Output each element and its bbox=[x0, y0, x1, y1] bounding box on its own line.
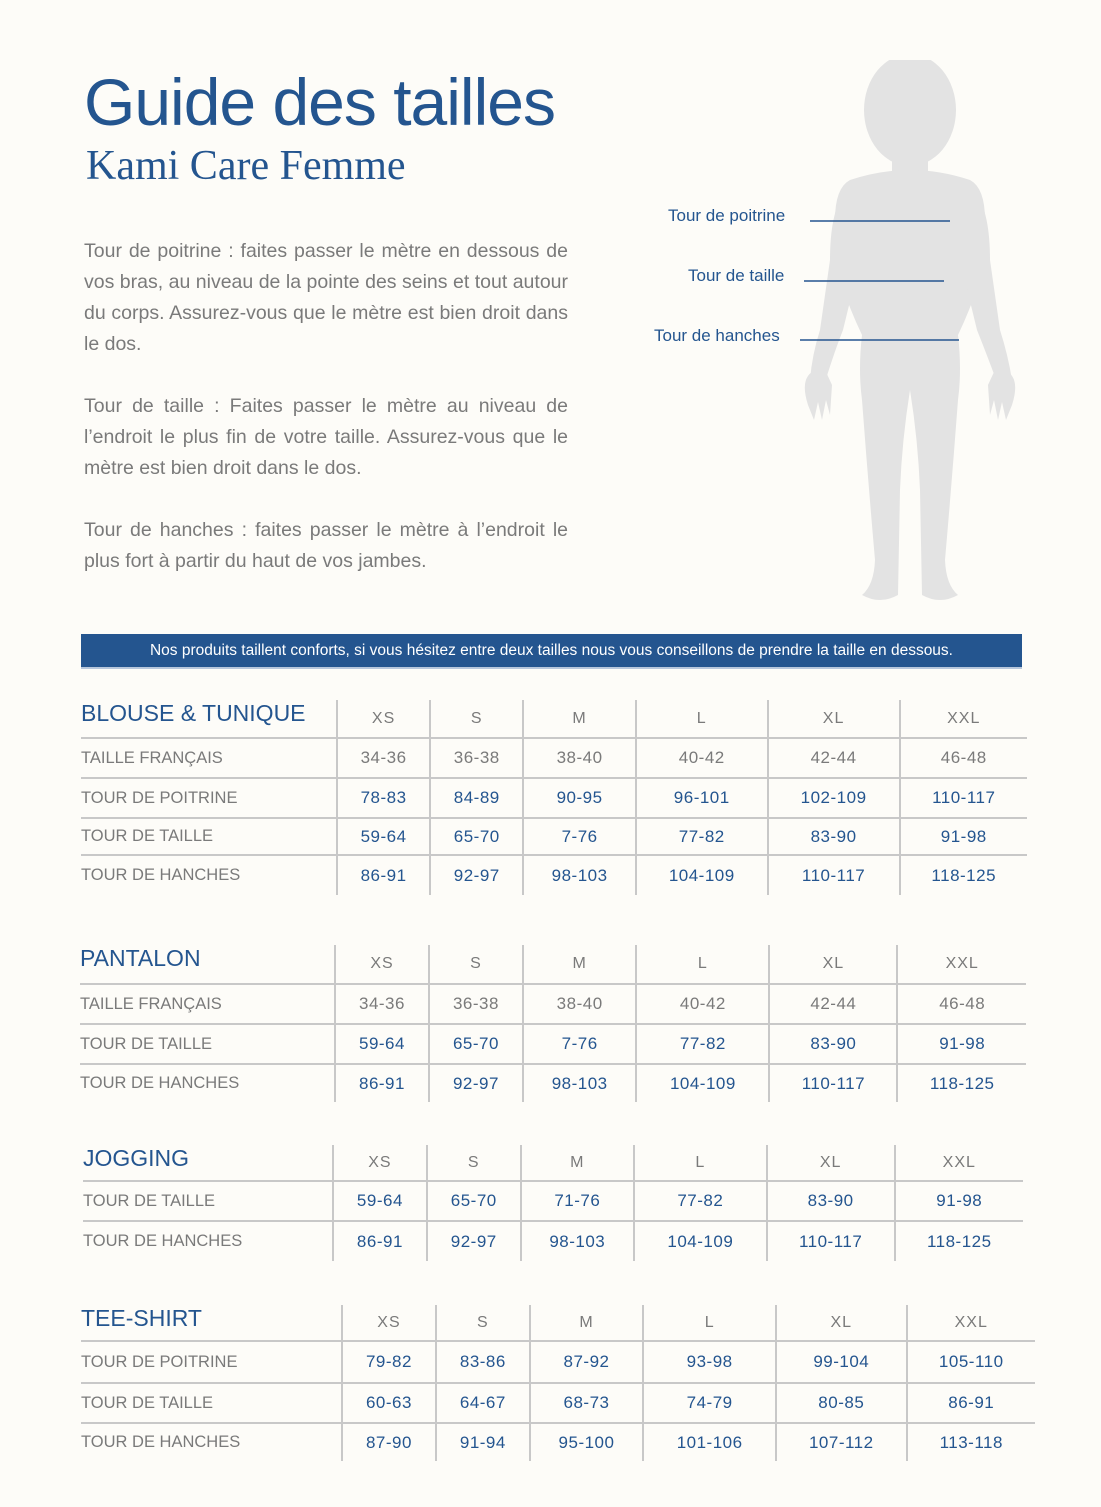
table-cell: 80-85 bbox=[776, 1383, 906, 1423]
size-header: XXL bbox=[895, 1145, 1023, 1181]
table-cell: 68-73 bbox=[530, 1383, 643, 1423]
table-cell: 118-125 bbox=[900, 855, 1028, 895]
size-table-pantalon bbox=[80, 945, 1026, 1102]
table-cell: 40-42 bbox=[636, 984, 769, 1024]
measurement-instructions bbox=[84, 236, 568, 608]
table-cell: 59-64 bbox=[337, 818, 430, 855]
table-row bbox=[83, 1181, 1023, 1221]
page-title: Guide des tailles bbox=[84, 65, 555, 139]
table-cell: 34-36 bbox=[337, 738, 430, 778]
size-header: XS bbox=[333, 1145, 427, 1181]
table-cell: 110-117 bbox=[767, 1221, 895, 1261]
table-row bbox=[80, 1064, 1026, 1102]
size-header: XXL bbox=[900, 700, 1028, 738]
table-cell: 7-76 bbox=[523, 818, 636, 855]
table-cell: 92-97 bbox=[430, 855, 523, 895]
table-cell: 118-125 bbox=[895, 1221, 1023, 1261]
table-cell: 38-40 bbox=[523, 984, 636, 1024]
table-row bbox=[81, 818, 1027, 855]
row-label: TAILLE FRANÇAIS bbox=[80, 984, 335, 1024]
size-table-blouse bbox=[81, 700, 1027, 895]
table-title: JOGGING bbox=[83, 1145, 190, 1171]
table-cell: 42-44 bbox=[769, 984, 897, 1024]
table-cell: 65-70 bbox=[427, 1181, 521, 1221]
table-cell: 90-95 bbox=[523, 778, 636, 818]
size-header: M bbox=[521, 1145, 634, 1181]
size-header: XXL bbox=[907, 1305, 1036, 1341]
table-cell: 79-82 bbox=[342, 1341, 436, 1383]
table-cell: 110-117 bbox=[900, 778, 1028, 818]
row-label: TOUR DE TAILLE bbox=[83, 1181, 333, 1221]
table-cell: 46-48 bbox=[897, 984, 1026, 1024]
body-measurement-figure bbox=[640, 60, 1060, 620]
table-cell: 104-109 bbox=[634, 1221, 767, 1261]
row-label: TOUR DE HANCHES bbox=[83, 1221, 333, 1261]
table-cell: 86-91 bbox=[333, 1221, 427, 1261]
table-cell: 107-112 bbox=[776, 1423, 906, 1461]
table-cell: 46-48 bbox=[900, 738, 1028, 778]
table-cell: 60-63 bbox=[342, 1383, 436, 1423]
table-cell: 92-97 bbox=[429, 1064, 523, 1102]
table-cell: 104-109 bbox=[636, 855, 768, 895]
size-header: XS bbox=[337, 700, 430, 738]
table-cell: 93-98 bbox=[643, 1341, 776, 1383]
table-cell: 59-64 bbox=[333, 1181, 427, 1221]
table-cell: 59-64 bbox=[335, 1024, 429, 1064]
table-cell: 92-97 bbox=[427, 1221, 521, 1261]
table-cell: 38-40 bbox=[523, 738, 636, 778]
size-header: S bbox=[429, 945, 523, 984]
size-header: S bbox=[436, 1305, 530, 1341]
table-row bbox=[80, 1024, 1026, 1064]
size-header: S bbox=[427, 1145, 521, 1181]
table-row bbox=[80, 984, 1026, 1024]
table-row bbox=[81, 738, 1027, 778]
table-title: TEE-SHIRT bbox=[81, 1305, 202, 1331]
table-cell: 101-106 bbox=[643, 1423, 776, 1461]
size-header: L bbox=[636, 945, 769, 984]
row-label: TOUR DE TAILLE bbox=[81, 1383, 342, 1423]
size-table-teeshirt bbox=[81, 1305, 1035, 1461]
table-cell: 87-90 bbox=[342, 1423, 436, 1461]
table-cell: 64-67 bbox=[436, 1383, 530, 1423]
table-cell: 105-110 bbox=[907, 1341, 1036, 1383]
row-label: TOUR DE POITRINE bbox=[81, 778, 337, 818]
size-header: L bbox=[643, 1305, 776, 1341]
table-cell: 113-118 bbox=[907, 1423, 1036, 1461]
size-header: M bbox=[530, 1305, 643, 1341]
table-cell: 83-90 bbox=[768, 818, 900, 855]
table-cell: 104-109 bbox=[636, 1064, 769, 1102]
table-title: BLOUSE & TUNIQUE bbox=[81, 700, 306, 726]
table-cell: 91-94 bbox=[436, 1423, 530, 1461]
table-cell: 98-103 bbox=[523, 855, 636, 895]
size-header: L bbox=[634, 1145, 767, 1181]
table-cell: 77-82 bbox=[636, 818, 768, 855]
table-row bbox=[81, 1423, 1035, 1461]
size-header: S bbox=[430, 700, 523, 738]
instruction-chest: Tour de poitrine : faites passer le mètre en dessous de vos bras, au niveau de la pointe des seins et tout autour du corps. Assurez-vous que le mètre est bien droit dans le dos. bbox=[84, 240, 568, 355]
label-chest: Tour de poitrine bbox=[668, 206, 786, 225]
table-cell: 110-117 bbox=[768, 855, 900, 895]
table-cell: 98-103 bbox=[521, 1221, 634, 1261]
size-header: XL bbox=[776, 1305, 906, 1341]
table-cell: 110-117 bbox=[769, 1064, 897, 1102]
table-cell: 99-104 bbox=[776, 1341, 906, 1383]
size-header: XXL bbox=[897, 945, 1026, 984]
instruction-hips: Tour de hanches : faites passer le mètre à l’endroit le plus fort à partir du haut de vos jambes. bbox=[84, 519, 568, 572]
table-cell: 71-76 bbox=[521, 1181, 634, 1221]
table-cell: 42-44 bbox=[768, 738, 900, 778]
table-cell: 83-90 bbox=[769, 1024, 897, 1064]
row-label: TOUR DE HANCHES bbox=[81, 1423, 342, 1461]
table-cell: 65-70 bbox=[429, 1024, 523, 1064]
row-label: TOUR DE HANCHES bbox=[81, 855, 337, 895]
table-cell: 91-98 bbox=[897, 1024, 1026, 1064]
table-cell: 95-100 bbox=[530, 1423, 643, 1461]
size-header: XS bbox=[342, 1305, 436, 1341]
table-row bbox=[81, 778, 1027, 818]
table-cell: 65-70 bbox=[430, 818, 523, 855]
instruction-waist: Tour de taille : Faites passer le mètre au niveau de l’endroit le plus fin de votre taille. Assurez-vous que le mètre est bien droit dans le dos. bbox=[84, 395, 568, 479]
table-row bbox=[83, 1221, 1023, 1261]
row-label: TOUR DE HANCHES bbox=[80, 1064, 335, 1102]
table-cell: 34-36 bbox=[335, 984, 429, 1024]
table-cell: 118-125 bbox=[897, 1064, 1026, 1102]
label-hips: Tour de hanches bbox=[654, 326, 780, 345]
size-table-jogging bbox=[83, 1145, 1023, 1261]
table-cell: 86-91 bbox=[907, 1383, 1036, 1423]
table-cell: 96-101 bbox=[636, 778, 768, 818]
table-cell: 86-91 bbox=[335, 1064, 429, 1102]
table-cell: 74-79 bbox=[643, 1383, 776, 1423]
table-row bbox=[81, 1341, 1035, 1383]
table-cell: 78-83 bbox=[337, 778, 430, 818]
row-label: TOUR DE TAILLE bbox=[80, 1024, 335, 1064]
table-cell: 83-90 bbox=[767, 1181, 895, 1221]
table-cell: 83-86 bbox=[436, 1341, 530, 1383]
row-label: TAILLE FRANÇAIS bbox=[81, 738, 337, 778]
table-cell: 40-42 bbox=[636, 738, 768, 778]
label-waist: Tour de taille bbox=[688, 266, 785, 285]
table-title: PANTALON bbox=[80, 945, 201, 971]
table-row bbox=[81, 1383, 1035, 1423]
size-header: M bbox=[523, 700, 636, 738]
table-cell: 7-76 bbox=[523, 1024, 636, 1064]
table-cell: 77-82 bbox=[636, 1024, 769, 1064]
size-header: XL bbox=[769, 945, 897, 984]
size-header: XS bbox=[335, 945, 429, 984]
table-cell: 77-82 bbox=[634, 1181, 767, 1221]
size-header: M bbox=[523, 945, 636, 984]
table-cell: 91-98 bbox=[895, 1181, 1023, 1221]
table-cell: 86-91 bbox=[337, 855, 430, 895]
table-cell: 84-89 bbox=[430, 778, 523, 818]
table-cell: 36-38 bbox=[430, 738, 523, 778]
size-header: XL bbox=[767, 1145, 895, 1181]
table-cell: 102-109 bbox=[768, 778, 900, 818]
sizing-advice-banner: Nos produits taillent conforts, si vous hésitez entre deux tailles nous vous conseillons de prendre la taille en dessous. bbox=[81, 634, 1022, 667]
table-cell: 91-98 bbox=[900, 818, 1028, 855]
table-cell: 98-103 bbox=[523, 1064, 636, 1102]
row-label: TOUR DE TAILLE bbox=[81, 818, 337, 855]
table-row bbox=[81, 855, 1027, 895]
page-subtitle: Kami Care Femme bbox=[86, 143, 406, 189]
table-cell: 87-92 bbox=[530, 1341, 643, 1383]
size-header: L bbox=[636, 700, 768, 738]
size-header: XL bbox=[768, 700, 900, 738]
row-label: TOUR DE POITRINE bbox=[81, 1341, 342, 1383]
table-cell: 36-38 bbox=[429, 984, 523, 1024]
